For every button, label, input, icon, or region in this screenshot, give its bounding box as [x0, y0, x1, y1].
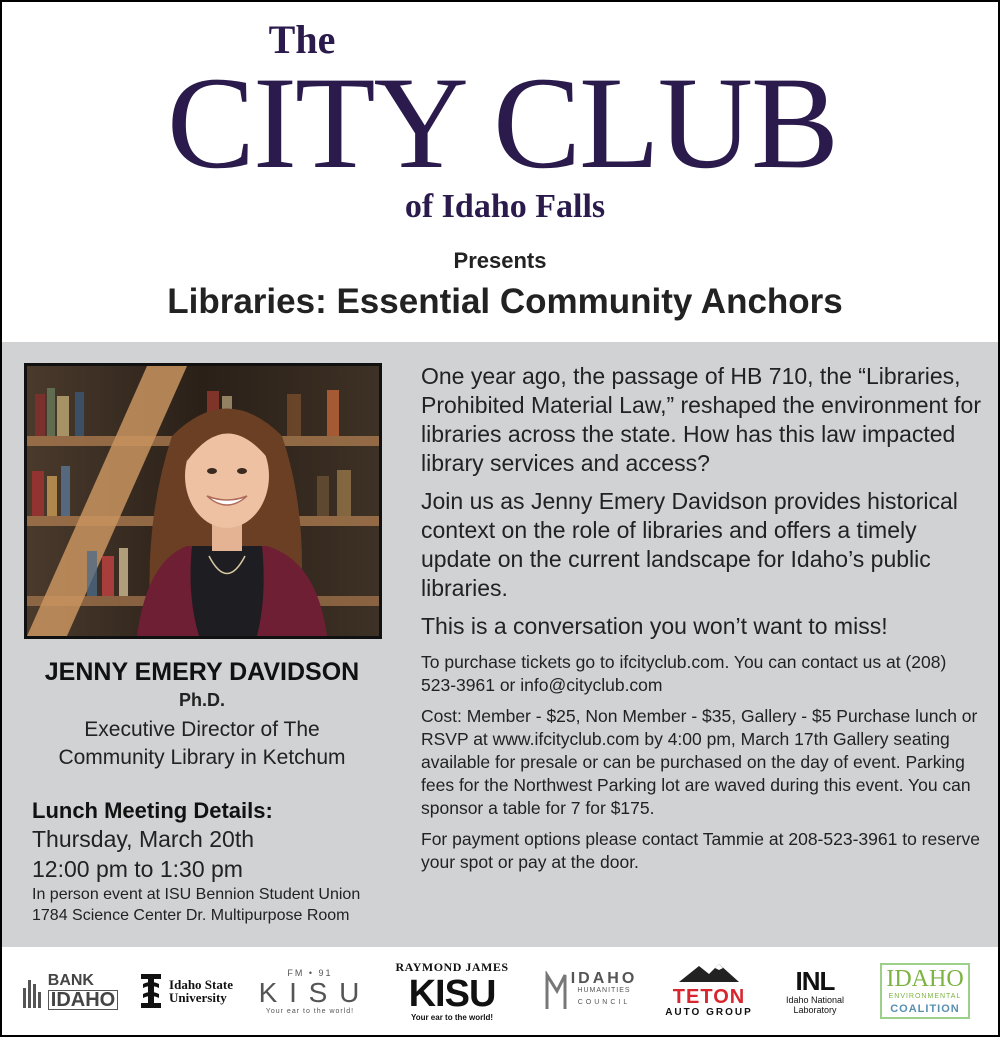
idaho-environmental-coalition-logo	[872, 947, 978, 1035]
mountain-icon	[679, 964, 739, 982]
speaker-photo	[24, 363, 382, 639]
description-para1: One year ago, the passage of HB 710, the “Libraries, Prohibited Material Law,” reshaped the environment for libraries across the state. How has this law impacted library services and access?	[421, 363, 981, 476]
speaker-role-line2: Community Library in Ketchum	[58, 746, 346, 769]
description-tagline: This is a conversation you won’t want to miss!	[421, 613, 888, 639]
kisu-fm-freq: FM • 91	[287, 967, 333, 978]
humanities-line1: IDAHO	[570, 970, 638, 987]
title-city-club: CITY CLUB	[166, 49, 838, 196]
isu-line1: Idaho State	[169, 977, 233, 992]
raymond-kisu-name: KISU	[408, 973, 496, 1015]
lunch-location-line1: In person event at ISU Bennion Student Union	[32, 886, 361, 903]
raymond-james-kisu-logo	[382, 947, 522, 1035]
humanities-line3: COUNCIL	[577, 999, 631, 1006]
bank-bars-icon	[22, 974, 44, 1008]
bank-line1: BANK	[47, 972, 94, 989]
inl-logo	[764, 947, 866, 1035]
event-description	[421, 362, 981, 882]
env-line2: ENVIRONMENTAL	[888, 993, 962, 1000]
speaker-name: JENNY EMERY DAVIDSON	[44, 658, 360, 686]
presents-label: Presents	[453, 248, 547, 273]
env-line3: COALITION	[890, 1003, 960, 1015]
env-line1: IDAHO	[886, 966, 964, 992]
raymond-kisu-tagline: Your ear to the world!	[410, 1013, 494, 1022]
cost-info: Cost: Member - $25, Non Member - $35, Gallery - $5 Purchase lunch or RSVP at www.ifcityclub.com by 4:00 pm, March 17th Gallery seating available for presale or can be purchased on the day of event. Parking fees for the Northwest Parking lot are waved during this event. You can sponsor a table for 7 for $175.	[421, 706, 978, 818]
payment-info: For payment options please contact Tammie at 208-523-3961 to reserve your spot or pay at the door.	[421, 829, 981, 872]
humanities-line2: HUMANITIES	[577, 987, 631, 994]
isu-logo	[130, 947, 242, 1035]
speaker-role	[2, 716, 402, 772]
kisu-fm-logo	[254, 947, 366, 1035]
teton-auto-group-logo	[658, 947, 760, 1035]
kisu-fm-name: K I S U	[258, 976, 362, 1008]
description-para2: Join us as Jenny Emery Davidson provides historical context on the role of libraries and offers a timely update on the current landscape for Idaho’s public libraries.	[421, 488, 958, 601]
idaho-humanities-logo	[534, 947, 648, 1035]
event-title: Libraries: Essential Community Anchors	[167, 282, 843, 321]
ticket-info: To purchase tickets go to ifcityclub.com. You can contact us at (208) 523-3961 or info@cityclub.com	[421, 652, 947, 695]
lunch-date: Thursday, March 20th	[32, 826, 255, 852]
lunch-location-line2: 1784 Science Center Dr. Multipurpose Room	[32, 907, 350, 924]
raymond-james-label: RAYMOND JAMES	[395, 960, 509, 974]
isu-line2: University	[169, 990, 227, 1005]
sponsor-bar	[2, 947, 998, 1035]
kisu-fm-tagline: Your ear to the world!	[265, 1007, 355, 1015]
bank-line2: IDAHO	[48, 990, 118, 1010]
header	[2, 2, 998, 342]
speaker-degree: Ph.D.	[178, 690, 225, 710]
bank-of-idaho-logo	[20, 947, 120, 1035]
title-of-idaho-falls: of Idaho Falls	[404, 188, 606, 225]
lunch-time: 12:00 pm to 1:30 pm	[32, 856, 243, 882]
lunch-location	[32, 884, 402, 926]
teton-line1: TETON	[672, 986, 746, 1008]
humanities-mark-icon	[545, 971, 567, 1011]
speaker-role-line1: Executive Director of The	[84, 718, 320, 741]
lunch-heading: Lunch Meeting Details:	[32, 798, 273, 823]
inl-mark: INL	[795, 966, 835, 996]
isu-mark-icon	[139, 972, 163, 1010]
teton-line2: AUTO GROUP	[665, 1007, 753, 1018]
event-details-panel	[2, 342, 998, 947]
inl-name: Idaho National Laboratory	[785, 995, 845, 1015]
title-the: The	[268, 17, 336, 62]
